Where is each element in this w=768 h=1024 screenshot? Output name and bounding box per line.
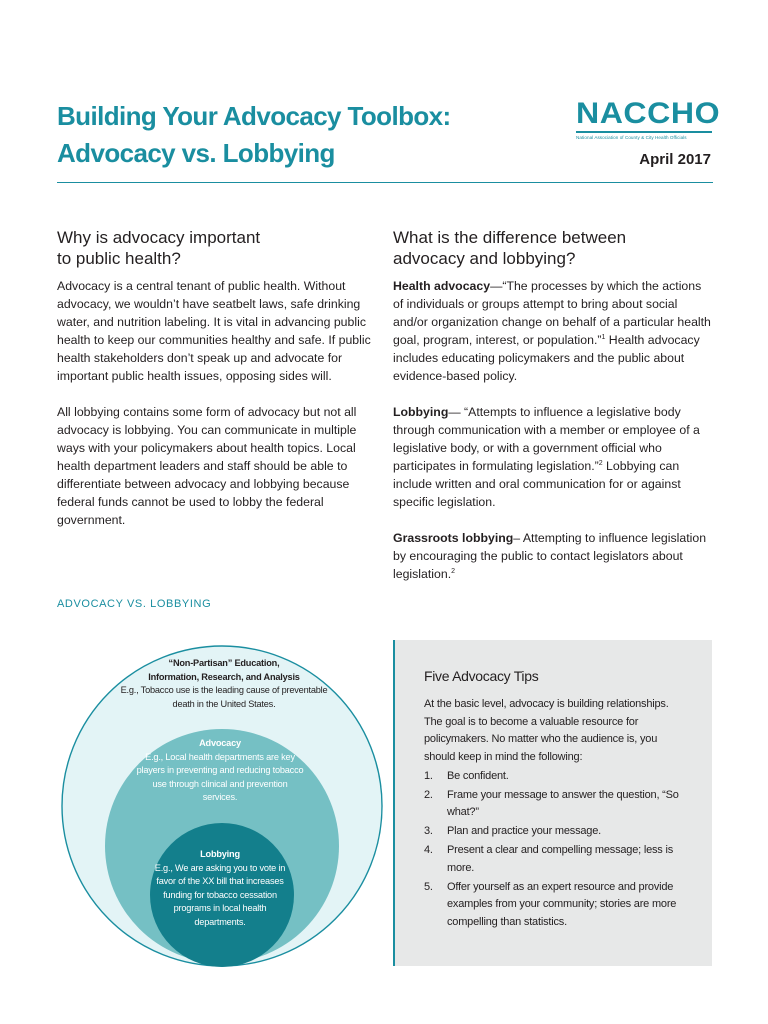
naccho-logo: [576, 97, 721, 140]
definition-health-advocacy: [393, 277, 711, 385]
section-heading-why: [57, 227, 375, 269]
definition-text: Health advocacy includes educating policymakers and the public about evidence-based policy.: [393, 333, 700, 383]
list-text: Plan and practice your message.: [447, 825, 601, 837]
list-text: Be confident.: [447, 769, 509, 782]
diagram-label: ADVOCACY VS. LOBBYING: [57, 598, 212, 610]
outer-heading-line: Information, Research, and Analysis: [148, 671, 300, 682]
definition-grassroots-lobbying: [393, 529, 711, 583]
left-column: [57, 227, 375, 547]
advocacy-heading: Advocacy: [199, 738, 241, 748]
title-line-2: Advocacy vs. Lobbying: [57, 138, 335, 168]
outer-circle-text: [112, 657, 336, 711]
tips-title: Five Advocacy Tips: [424, 668, 539, 684]
term-grassroots-lobbying: Grassroots lobbying: [393, 531, 514, 545]
list-number: 2.: [424, 788, 433, 801]
footnote-ref: 2: [598, 459, 603, 467]
list-text: Present a clear and compelling message; less is more.: [447, 844, 673, 874]
outer-example: E.g., Tobacco use is the leading cause of preventable death in the United States.: [120, 685, 328, 709]
definition-text: —“The processes by which the actions of individuals or groups attempt to bring about social and/or organization change on behalf of a particular health goal, program, interest, or population.”: [393, 279, 711, 347]
definition-lobbying: [393, 403, 711, 511]
logo-wordmark: NACCHO: [576, 97, 721, 130]
title-line-1: Building Your Advocacy Toolbox:: [57, 101, 451, 131]
list-item: [424, 879, 688, 932]
heading-line: to public health?: [57, 249, 181, 268]
list-text: Offer yourself as an expert resource and provide examples from your community; stories are more compelling than statistics.: [447, 880, 677, 928]
header-divider: [57, 182, 713, 183]
list-number: 3.: [424, 825, 433, 837]
middle-circle-text: [136, 737, 304, 805]
inner-circle-text: [152, 848, 288, 930]
right-column: [393, 227, 711, 601]
lobbying-example: E.g., We are asking you to vote in favor of the XX bill that increases funding for tobacco cessation programs in local health departments.: [154, 862, 286, 927]
heading-line: What is the difference between: [393, 228, 627, 247]
outer-heading-line: “Non-Partisan” Education,: [168, 658, 280, 668]
advocacy-tips-box: [393, 640, 712, 966]
list-text: Frame your message to answer the question, “So what?”: [447, 788, 679, 818]
logo-tagline: National Association of County & City Health Officials: [576, 134, 687, 140]
tips-list: [424, 768, 688, 932]
tips-intro: At the basic level, advocacy is building relationships. The goal is to become a valuable resource for policymakers. No matter who the audience is, you should keep in mind the following:: [424, 698, 669, 763]
paragraph-lobbying-vs-advocacy: All lobbying contains some form of advocacy but not all advocacy is lobbying. You can communicate in multiple ways with your policymakers about health topics. Local health department leaders and staff should be able to differentiate between advocacy and lobbying because federal funds cannot be used to lobby the federal government.: [57, 405, 357, 527]
list-number: 4.: [424, 844, 433, 856]
term-health-advocacy: Health advocacy: [393, 279, 491, 293]
heading-line: Why is advocacy important: [57, 228, 261, 247]
advocacy-example: E.g., Local health departments are key players in preventing and reducing tobacco use through clinical and prevention services.: [136, 751, 304, 803]
definition-text: — “Attempts to influence a legislative body through communication with a member or employee of a legislative body, or with a government official who participates in formulating legislation.”: [393, 405, 700, 473]
list-item: [424, 823, 688, 841]
list-item: [424, 787, 688, 822]
list-item: [424, 768, 688, 786]
lobbying-heading: Lobbying: [200, 849, 240, 859]
footnote-ref: 2: [451, 567, 456, 575]
list-number: 1.: [424, 769, 433, 782]
publication-date: April 2017: [639, 151, 711, 168]
list-item: [424, 842, 688, 877]
footnote-ref: 1: [601, 333, 606, 341]
paragraph-why-advocacy: Advocacy is a central tenant of public health. Without advocacy, we wouldn’t have seatbelt laws, safe drinking water, and nutrition labeling. It is vital in advancing public health to keep our communities healthy and safe. If public health stakeholders don’t speak up and advocate for important public health issues, opposing sides will.: [57, 279, 371, 383]
advocacy-lobbying-diagram: [60, 636, 384, 976]
term-lobbying: Lobbying: [393, 405, 449, 419]
heading-line: advocacy and lobbying?: [393, 249, 576, 268]
logo-rule: [576, 131, 712, 133]
definition-text: Lobbying can include written and oral communication for or against specific legislation.: [393, 459, 681, 509]
section-heading-difference: [393, 227, 711, 269]
definition-text: – Attempting to influence legislation by encouraging the public to contact legislators about legislation.: [393, 531, 707, 581]
document-title: [57, 98, 517, 172]
list-number: 5.: [424, 880, 433, 893]
